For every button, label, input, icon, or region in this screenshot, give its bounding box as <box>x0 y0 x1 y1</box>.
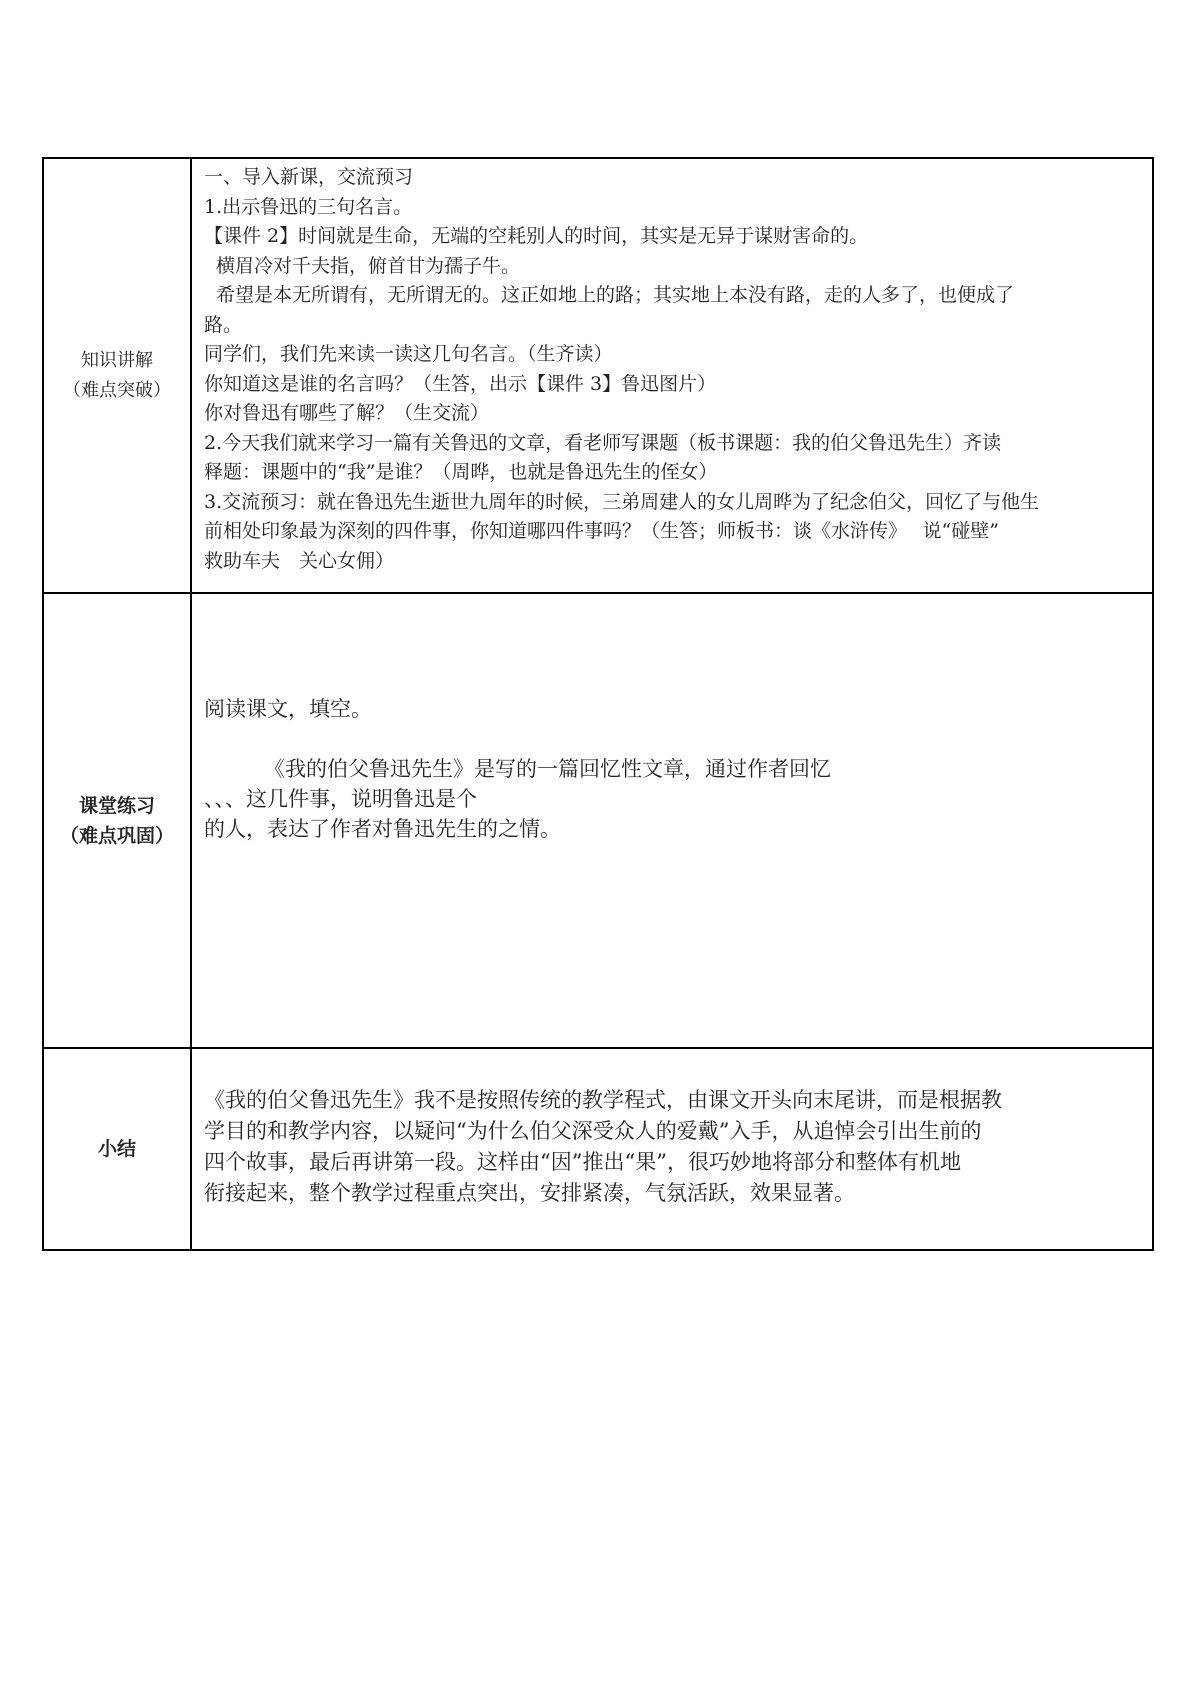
summary-row <box>44 1049 1152 1249</box>
practice-row <box>44 594 1152 1049</box>
knowledge-label: 知识讲解 <box>81 349 153 371</box>
practice-content <box>192 594 1152 1047</box>
text-line: 同学们，我们先来读一读这几句名言。（生齐读） <box>204 343 613 365</box>
knowledge-label-cell <box>44 159 192 592</box>
summary-line: 衔接起来，整个教学过程重点突出，安排紧凑，气氛活跃，效果显著。 <box>204 1181 855 1205</box>
fill-blank-line: 《我的伯父鲁迅先生》是写的一篇回忆性文章，通过作者回忆 <box>264 757 831 781</box>
text-line: 横眉冷对千夫指，俯首甘为孺子牛。 <box>216 254 521 277</box>
text-line: 你对鲁迅有哪些了解？（生交流） <box>204 402 490 424</box>
lesson-table <box>42 157 1154 1251</box>
text-line: 释题：课题中的“我”是谁？（周晔，也就是鲁迅先生的侄女） <box>204 461 718 483</box>
knowledge-row <box>44 159 1152 594</box>
summary-line: 《我的伯父鲁迅先生》我不是按照传统的教学程式，由课文开头向末尾讲，而是根据教 <box>204 1088 1002 1112</box>
text-line: 前相处印象最为深刻的四件事，你知道哪四件事吗？（生答；师板书：谈《水浒传》 说“碰壁” <box>204 520 999 542</box>
fill-blank-line: 、、、这几件事，说明鲁迅是个 <box>204 787 477 811</box>
practice-label-cell <box>44 594 192 1047</box>
practice-sublabel: （难点巩固） <box>59 824 174 847</box>
text-line: 一、导入新课，交流预习 <box>204 166 414 188</box>
text-line: 路。 <box>204 313 243 336</box>
knowledge-sublabel: （难点突破） <box>63 379 171 401</box>
summary-line: 学目的和教学内容，以疑问“为什么伯父深受众人的爱戴”入手，从追悼会引出生前的 <box>204 1119 982 1143</box>
text-line: 希望是本无所谓有，无所谓无的。这正如地上的路；其实地上本没有路，走的人多了，也便成了 <box>216 284 1015 306</box>
text-line: 2.今天我们就来学习一篇有关鲁迅的文章，看老师写课题（板书课题：我的伯父鲁迅先生）齐读 <box>204 431 1002 454</box>
summary-label-cell <box>44 1049 192 1249</box>
text-line: 【课件 2】时间就是生命，无端的空耗别人的时间，其实是无异于谋财害命的。 <box>204 225 869 247</box>
summary-line: 四个故事，最后再讲第一段。这样由“因”推出“果”，很巧妙地将部分和整体有机地 <box>204 1150 961 1174</box>
spacer <box>204 724 1140 754</box>
practice-instruction: 阅读课文，填空。 <box>204 697 372 721</box>
summary-content <box>192 1049 1152 1249</box>
text-line: 救助车夫 关心女佣） <box>204 549 395 572</box>
text-line: 1.出示鲁迅的三句名言。 <box>204 195 413 218</box>
practice-label: 课堂练习 <box>78 794 155 817</box>
text-line: 你知道这是谁的名言吗？（生答，出示【课件 3】鲁迅图片） <box>204 372 717 395</box>
fill-blank-line: 的人，表达了作者对鲁迅先生的之情。 <box>204 817 561 841</box>
knowledge-content <box>192 159 1152 592</box>
text-line: 3.交流预习：就在鲁迅先生逝世九周年的时候，三弟周建人的女儿周晔为了纪念伯父，回忆了与他生 <box>204 490 1040 513</box>
summary-label: 小结 <box>97 1138 136 1160</box>
